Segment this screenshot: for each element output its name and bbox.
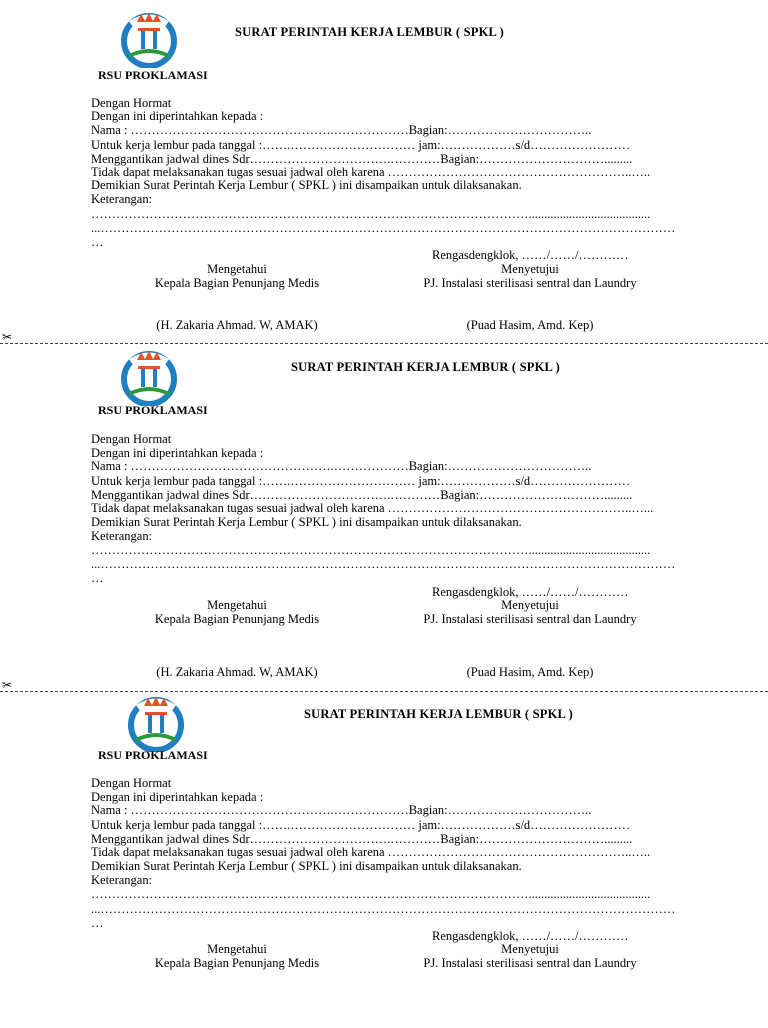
place-date: Rengasdengklok, ……/……/………… (432, 929, 629, 943)
right-signer-name: (Puad Hasim, Amd. Kep) (466, 665, 594, 679)
keterangan-dots-3: … (91, 916, 104, 930)
keterangan-dots-2: ...………………………………………………………………………………………………………………………… (91, 221, 676, 235)
nama-line: Nama : ………………………………………….………………Bagian:…………………………….. (91, 123, 592, 137)
right-role-position: PJ. Instalasi sterilisasi sentral dan Laundry (423, 956, 637, 970)
greeting: Dengan Hormat (91, 96, 172, 110)
place-date: Rengasdengklok, ……/……/………… (432, 248, 629, 262)
right-role-position: PJ. Instalasi sterilisasi sentral dan Laundry (423, 612, 637, 626)
demikian-line: Demikian Surat Perintah Kerja Lembur ( SPKL ) ini disampaikan untuk dilaksanakan. (91, 178, 522, 192)
scissors-icon: ✂ (2, 678, 13, 692)
keterangan-dots-1: ……………………………………………………………………………………………....................................... (91, 887, 651, 901)
left-role-title: Mengetahui (207, 942, 267, 956)
nama-line: Nama : ………………………………………….………………Bagian:…………………………….. (91, 459, 592, 473)
menggantikan-line: Menggantikan jadwal dines Sdr…………………………….…………Bagian:…………………………......... (91, 488, 633, 502)
intro-line: Dengan ini diperintahkan kepada : (91, 446, 264, 460)
left-role-position: Kepala Bagian Penunjang Medis (154, 956, 320, 970)
greeting: Dengan Hormat (91, 776, 172, 790)
keterangan-dots-2: ...………………………………………………………………………………………………………………………… (91, 902, 676, 916)
hospital-logo-icon (124, 694, 188, 752)
menggantikan-line: Menggantikan jadwal dines Sdr…………………………….…………Bagian:…………………………......... (91, 832, 633, 846)
spkl-form-2 (0, 340, 768, 680)
left-role-position: Kepala Bagian Penunjang Medis (154, 276, 320, 290)
keterangan-dots-3: … (91, 571, 104, 585)
left-signer-name: (H. Zakaria Ahmad. W, AMAK) (156, 318, 318, 332)
spkl-form-3 (0, 688, 768, 1028)
keterangan-dots-2: ...………………………………………………………………………………………………………………………… (91, 557, 676, 571)
intro-line: Dengan ini diperintahkan kepada : (91, 109, 264, 123)
left-role-position: Kepala Bagian Penunjang Medis (154, 612, 320, 626)
demikian-line: Demikian Surat Perintah Kerja Lembur ( SPKL ) ini disampaikan untuk dilaksanakan. (91, 859, 522, 873)
org-name: RSU PROKLAMASI (98, 68, 208, 82)
org-name: RSU PROKLAMASI (98, 748, 208, 762)
right-role-position: PJ. Instalasi sterilisasi sentral dan Laundry (423, 276, 637, 290)
keterangan-label: Keterangan: (91, 192, 153, 206)
right-role-title: Menyetujui (501, 598, 559, 612)
scissors-icon: ✂ (2, 330, 13, 344)
form-title: SURAT PERINTAH KERJA LEMBUR ( SPKL ) (291, 360, 561, 374)
form-title: SURAT PERINTAH KERJA LEMBUR ( SPKL ) (235, 25, 505, 39)
form-title: SURAT PERINTAH KERJA LEMBUR ( SPKL ) (304, 707, 574, 721)
org-name: RSU PROKLAMASI (98, 403, 208, 417)
tidak-line: Tidak dapat melaksanakan tugas sesuai jadwal oleh karena …………………………………………………..….. (91, 165, 651, 179)
left-role-title: Mengetahui (207, 598, 267, 612)
keterangan-dots-1: ……………………………………………………………………………………………....................................... (91, 207, 651, 221)
nama-line: Nama : ………………………………………….………………Bagian:…………………………….. (91, 803, 592, 817)
tidak-line: Tidak dapat melaksanakan tugas sesuai jadwal oleh karena …………………………………………………..….. (91, 845, 651, 859)
untuk-line: Untuk kerja lembur pada tanggal :…….………………………… jam:………………s/d…………………… (91, 818, 631, 832)
intro-line: Dengan ini diperintahkan kepada : (91, 790, 264, 804)
untuk-line: Untuk kerja lembur pada tanggal :…….………………………… jam:………………s/d…………………… (91, 474, 631, 488)
left-role-title: Mengetahui (207, 262, 267, 276)
spkl-form-1 (0, 0, 768, 340)
tidak-line: Tidak dapat melaksanakan tugas sesuai jadwal oleh karena …………………………………………………..…... (91, 501, 654, 515)
right-signer-name: (Puad Hasim, Amd. Kep) (466, 318, 594, 332)
menggantikan-line: Menggantikan jadwal dines Sdr…………………………….…………Bagian:…………………………......... (91, 152, 633, 166)
left-signer-name: (H. Zakaria Ahmad. W, AMAK) (156, 665, 318, 679)
hospital-logo-icon (117, 348, 181, 406)
demikian-line: Demikian Surat Perintah Kerja Lembur ( SPKL ) ini disampaikan untuk dilaksanakan. (91, 515, 522, 529)
right-role-title: Menyetujui (501, 262, 559, 276)
keterangan-dots-1: ……………………………………………………………………………………………....................................... (91, 543, 651, 557)
greeting: Dengan Hormat (91, 432, 172, 446)
untuk-line: Untuk kerja lembur pada tanggal :…….………………………… jam:………………s/d…………………… (91, 138, 631, 152)
keterangan-dots-3: … (91, 235, 104, 249)
right-role-title: Menyetujui (501, 942, 559, 956)
hospital-logo-icon (117, 10, 181, 68)
keterangan-label: Keterangan: (91, 873, 153, 887)
keterangan-label: Keterangan: (91, 529, 153, 543)
place-date: Rengasdengklok, ……/……/………… (432, 585, 629, 599)
